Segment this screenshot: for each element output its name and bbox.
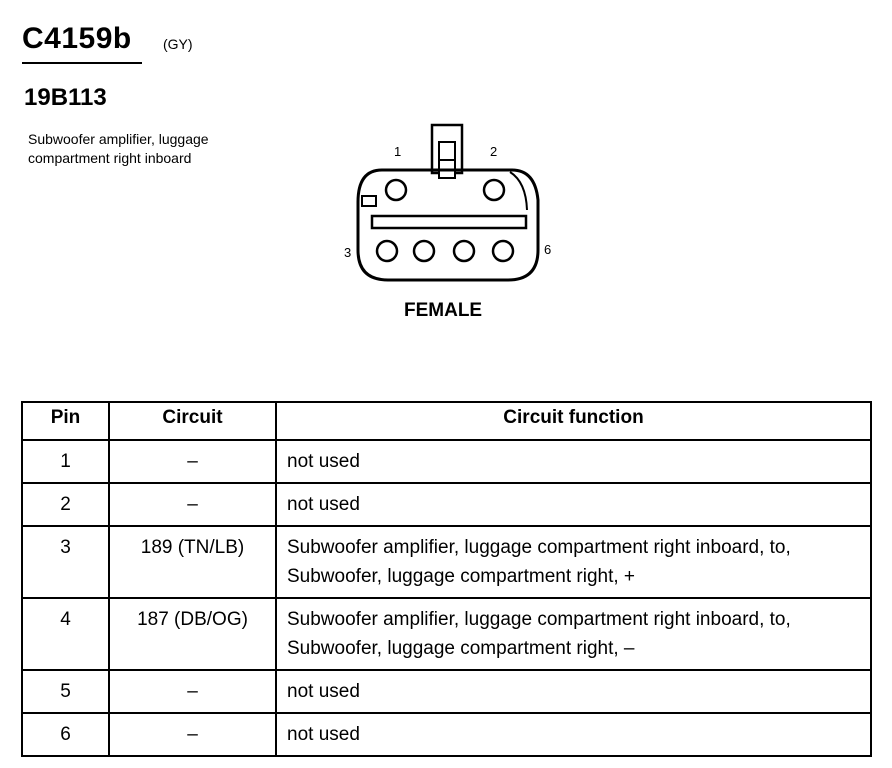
function-cell: not used (276, 670, 871, 713)
circuit-cell: 189 (TN/LB) (109, 526, 276, 598)
table-row (22, 440, 871, 483)
connector-id: C4159b (22, 22, 132, 55)
table-row (22, 598, 871, 670)
pin-label-3: 3 (344, 245, 352, 260)
pin-cell: 4 (22, 598, 109, 670)
pin-label-6: 6 (544, 242, 552, 257)
pin-label-1: 1 (394, 144, 402, 159)
center-slot (372, 216, 526, 228)
pin-cell: 2 (22, 483, 109, 526)
table-header-row (22, 402, 871, 440)
table-row (22, 483, 871, 526)
pin-cavity-3 (377, 241, 397, 261)
circuit-cell: – (109, 713, 276, 756)
pin-cell: 5 (22, 670, 109, 713)
function-cell: not used (276, 713, 871, 756)
table-row (22, 713, 871, 756)
pin-cavity-5 (454, 241, 474, 261)
connector-description: Subwoofer amplifier, luggage compartment right inboard (28, 131, 209, 166)
pinout-table (21, 401, 872, 757)
pin-cell: 1 (22, 440, 109, 483)
header-circuit: Circuit (109, 402, 276, 440)
function-cell: Subwoofer amplifier, luggage compartment right inboard, to, Subwoofer, luggage compartment right, + (276, 526, 871, 598)
connector-face-diagram (330, 110, 570, 300)
pin-label-2: 2 (490, 144, 498, 159)
header-pin: Pin (22, 402, 109, 440)
part-number: 19B113 (24, 84, 107, 111)
circuit-cell: – (109, 440, 276, 483)
circuit-cell: – (109, 670, 276, 713)
pin-cavity-2 (484, 180, 504, 200)
pin-cavity-6 (493, 241, 513, 261)
table-row (22, 526, 871, 598)
table-row (22, 670, 871, 713)
function-cell: Subwoofer amplifier, luggage compartment right inboard, to, Subwoofer, luggage compartment right, – (276, 598, 871, 670)
pin-cell: 3 (22, 526, 109, 598)
function-cell: not used (276, 483, 871, 526)
function-cell: not used (276, 440, 871, 483)
header-circuit-function: Circuit function (276, 402, 871, 440)
circuit-cell: 187 (DB/OG) (109, 598, 276, 670)
title-underline (22, 62, 142, 64)
polarity-key (362, 196, 376, 206)
housing-inner-curve (510, 172, 527, 210)
circuit-cell: – (109, 483, 276, 526)
pin-cavity-1 (386, 180, 406, 200)
connector-color-code: (GY) (163, 36, 193, 52)
pin-cell: 6 (22, 713, 109, 756)
view-label: FEMALE (404, 300, 483, 321)
pin-cavity-4 (414, 241, 434, 261)
